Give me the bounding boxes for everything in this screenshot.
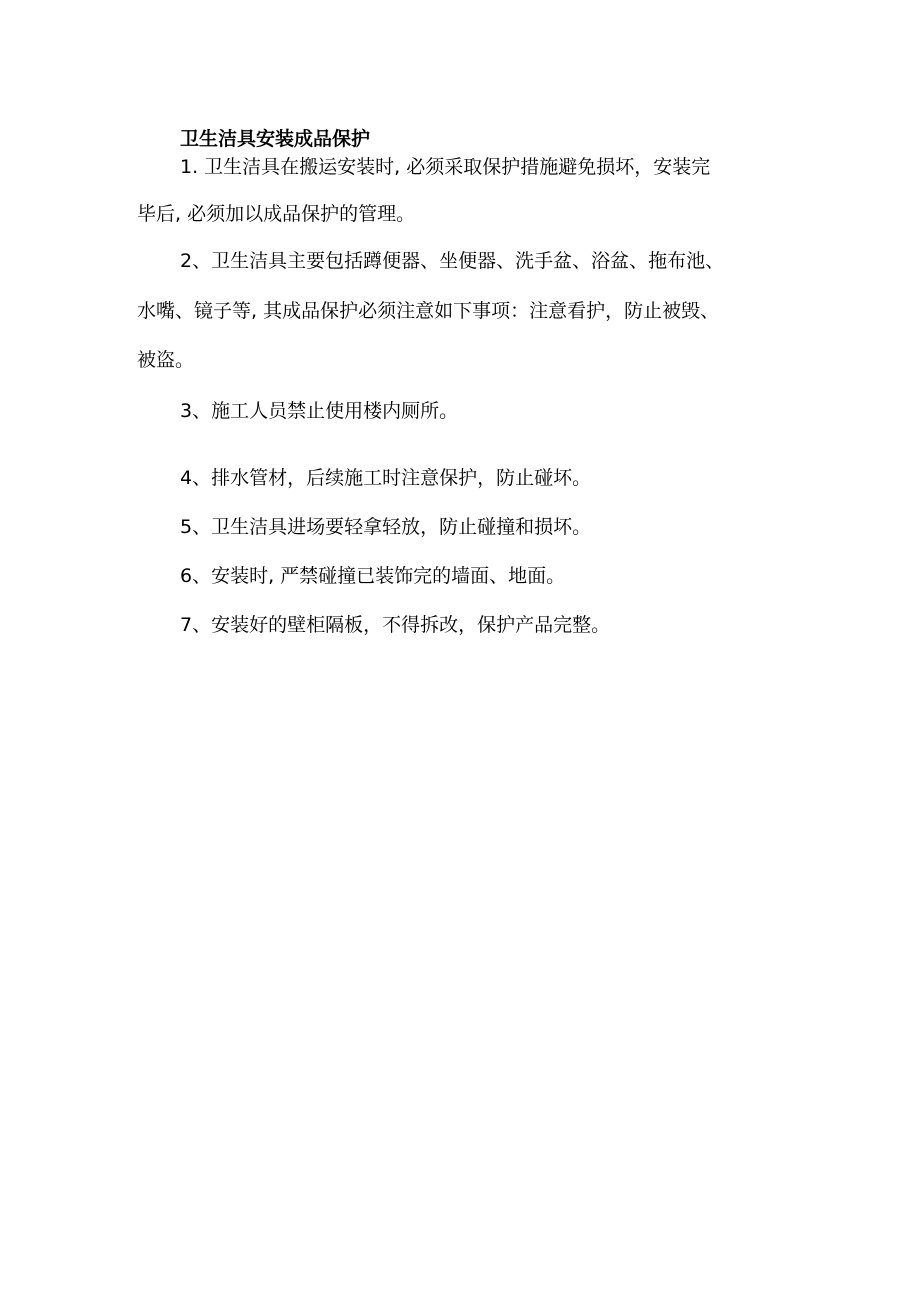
item-1-line-1: 1. 卫生洁具在搬运安装时, 必须采取保护措施避免损坏，安装完 bbox=[180, 156, 711, 178]
document-title: 卫生洁具安装成品保护 bbox=[180, 128, 371, 150]
item-1-line-2: 毕后, 必须加以成品保护的管理。 bbox=[137, 203, 416, 225]
item-6: 6、安装时, 严禁碰撞已装饰完的墙面、地面。 bbox=[180, 565, 566, 587]
item-7: 7、安装好的壁柜隔板，不得拆改，保护产品完整。 bbox=[180, 614, 611, 636]
item-2-line-2: 水嘴、镜子等, 其成品保护必须注意如下事项：注意看护，防止被毁、 bbox=[137, 300, 720, 322]
item-2-line-3: 被盗。 bbox=[137, 349, 195, 371]
item-2-line-1: 2、卫生洁具主要包括蹲便器、坐便器、洗手盆、浴盆、拖布池、 bbox=[180, 250, 725, 272]
item-4: 4、排水管材，后续施工时注意保护，防止碰坏。 bbox=[180, 467, 592, 489]
item-3: 3、施工人员禁止使用楼内厕所。 bbox=[180, 400, 459, 422]
item-5: 5、卫生洁具进场要轻拿轻放，防止碰撞和损坏。 bbox=[180, 516, 592, 538]
